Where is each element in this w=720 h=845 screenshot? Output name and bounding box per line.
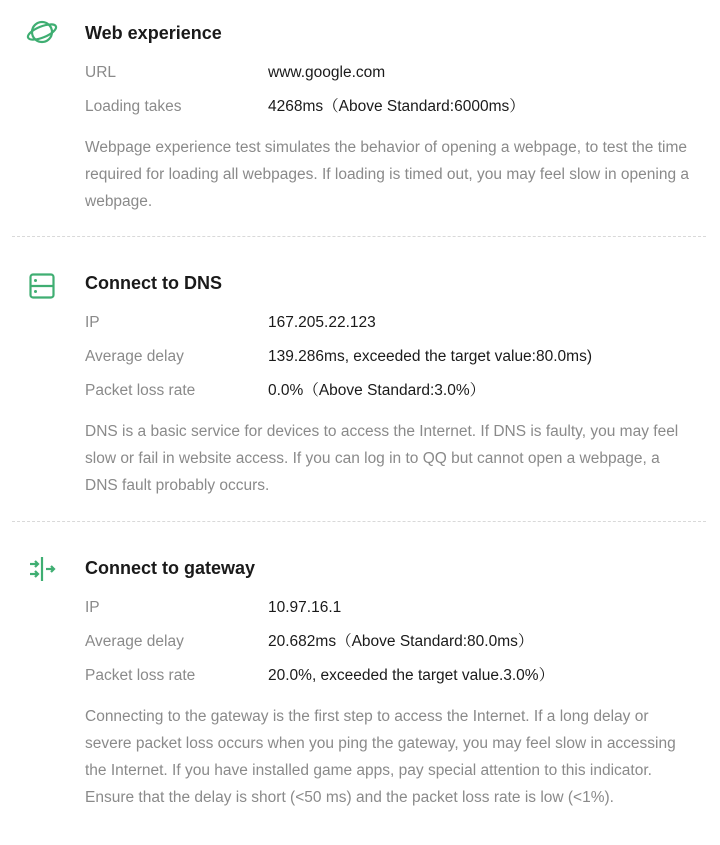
row-value: 20.682ms（Above Standard:80.0ms） xyxy=(268,633,534,650)
gateway-icon xyxy=(26,553,58,585)
server-icon xyxy=(26,270,58,302)
row-label: IP xyxy=(85,599,100,616)
info-row-average-delay xyxy=(85,625,690,659)
row-value: 167.205.22.123 xyxy=(268,314,376,331)
dns-section xyxy=(0,237,720,521)
section-description: Webpage experience test simulates the behavior of opening a webpage, to test the time required for loading all webpages. If loading is timed out, you may feel slow in opening a webpage. xyxy=(85,139,690,210)
web-experience-section xyxy=(0,0,720,236)
info-row-ip xyxy=(85,591,690,625)
row-label: IP xyxy=(85,314,100,331)
info-row-average-delay xyxy=(85,340,690,374)
section-title: Connect to DNS xyxy=(85,273,222,293)
row-label: Packet loss rate xyxy=(85,382,196,399)
row-label: Average delay xyxy=(85,348,184,365)
info-row-url xyxy=(85,56,690,90)
row-value: 4268ms（Above Standard:6000ms） xyxy=(268,98,525,115)
row-value: 0.0%（Above Standard:3.0%） xyxy=(268,382,486,399)
info-row-packet-loss xyxy=(85,659,690,693)
section-description: Connecting to the gateway is the first step to access the Internet. If a long delay or severe packet loss occurs when you ping the gateway, you may feel slow in accessing the Internet. If you have installed game apps, pay special attention to this indicator. Ensure that the delay is short (<50 ms) and the packet loss rate is low (<1%). xyxy=(85,708,676,806)
row-value: 139.286ms, exceeded the target value:80.0ms) xyxy=(268,348,592,365)
row-label: Average delay xyxy=(85,633,184,650)
gateway-section xyxy=(0,522,720,811)
info-row-packet-loss xyxy=(85,374,690,408)
info-row-loading xyxy=(85,90,690,124)
section-title: Connect to gateway xyxy=(85,558,256,578)
row-label: Loading takes xyxy=(85,98,182,115)
row-label: URL xyxy=(85,64,117,81)
row-value: 20.0%, exceeded the target value.3.0%） xyxy=(268,667,555,684)
row-value: www.google.com xyxy=(268,64,386,81)
planet-icon xyxy=(26,16,58,48)
section-description: DNS is a basic service for devices to access the Internet. If DNS is faulty, you may feel slow or fail in website access. If you can log in to QQ but cannot open a webpage, a DNS fault probably occurs. xyxy=(85,423,679,494)
row-label: Packet loss rate xyxy=(85,667,196,684)
row-value: 10.97.16.1 xyxy=(268,599,342,616)
section-title: Web experience xyxy=(85,23,222,43)
info-row-ip xyxy=(85,306,690,340)
